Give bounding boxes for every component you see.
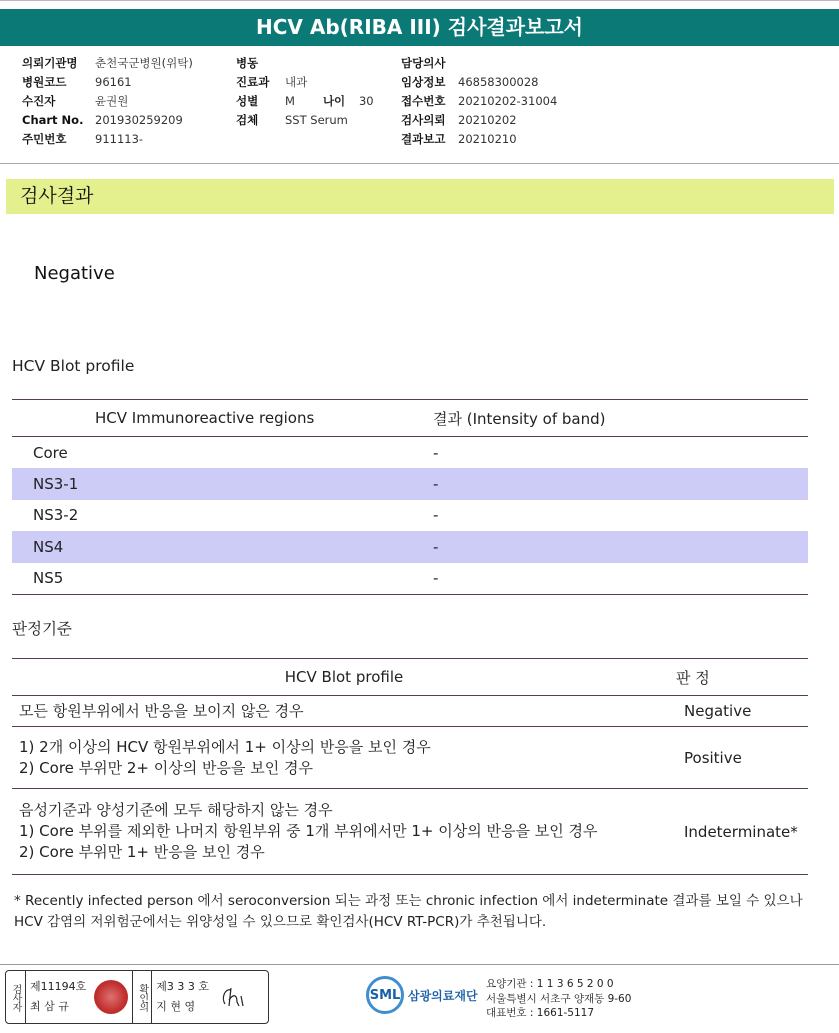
table-row bbox=[12, 437, 808, 469]
criteria-line: 1) Core 부위를 제외한 나머지 항원부위 중 1개 부위에서만 1+ 이상의 반응을 보인 경우 bbox=[19, 822, 598, 840]
info-row bbox=[22, 111, 193, 130]
info-label: 검체 bbox=[236, 113, 259, 127]
inspector-name: 최 삼 규 bbox=[30, 1000, 69, 1013]
info-value: 20210202-31004 bbox=[458, 94, 558, 108]
info-row bbox=[236, 111, 374, 130]
table-row bbox=[12, 727, 808, 789]
info-label: 병동 bbox=[236, 56, 259, 70]
inspector-license: 제11194호 bbox=[30, 980, 87, 993]
info-label: 성별 bbox=[236, 94, 259, 108]
column-header: 판 정 bbox=[676, 668, 710, 687]
info-value: 911113- bbox=[95, 132, 144, 146]
info-row bbox=[401, 73, 557, 92]
info-column-2 bbox=[236, 54, 374, 130]
info-value: 20210210 bbox=[458, 132, 517, 146]
sml-logo-icon: SML bbox=[366, 976, 404, 1014]
info-value: 20210202 bbox=[458, 113, 517, 127]
result-cell: - bbox=[433, 443, 439, 462]
info-label: 진료과 bbox=[236, 75, 270, 89]
address-line: 요양기관 : 1 1 3 6 5 2 0 0 bbox=[486, 978, 614, 990]
age-label: 나이 bbox=[322, 94, 346, 108]
info-label: 수진자 bbox=[22, 94, 56, 108]
table-row bbox=[12, 500, 808, 532]
info-label: 검사의뢰 bbox=[401, 113, 446, 127]
info-row bbox=[22, 54, 193, 73]
criteria-line: 2) Core 부위만 1+ 반응을 보인 경우 bbox=[19, 843, 265, 861]
region-cell: NS3-2 bbox=[33, 506, 79, 525]
info-label: 병원코드 bbox=[22, 75, 67, 89]
organization-name: 삼광의료재단 bbox=[408, 988, 478, 1003]
address-line: 서울특별시 서초구 양재동 9-60 bbox=[486, 992, 632, 1005]
top-border bbox=[0, 0, 839, 8]
column-header: 결과 (Intensity of band) bbox=[433, 409, 606, 428]
info-row bbox=[22, 73, 193, 92]
section-title: 검사결과 bbox=[6, 179, 834, 214]
footnote: * Recently infected person 에서 seroconversion 되는 과정 또는 chronic infection 에서 indeterminate 결과를 보일 수 있으나 HCV 감염의 저위험군에서는 위양성일 수 있으므로 확인검사(HCV RT-PCR)가 추천됩니다. bbox=[14, 893, 803, 930]
result-value: Negative bbox=[34, 263, 115, 284]
table-header-row bbox=[12, 400, 808, 437]
table-header-row bbox=[12, 659, 808, 696]
info-label: 의뢰기관명 bbox=[22, 56, 78, 70]
info-label: 주민번호 bbox=[22, 132, 67, 146]
criteria-cell bbox=[12, 696, 676, 727]
info-row bbox=[401, 54, 557, 73]
criteria-line: 2) Core 부위만 2+ 이상의 반응을 보인 경우 bbox=[19, 758, 313, 777]
confirmer-license: 제3 3 3 호 bbox=[156, 980, 209, 993]
info-value: SST Serum bbox=[285, 113, 348, 127]
confirmer-name: 지 현 영 bbox=[156, 1000, 196, 1013]
blot-profile-table bbox=[12, 399, 808, 595]
judgement-cell: Negative bbox=[684, 702, 752, 720]
info-column-1 bbox=[22, 54, 193, 149]
info-row bbox=[22, 92, 193, 111]
judgement-cell: Indeterminate* bbox=[684, 822, 798, 841]
criteria-cell bbox=[12, 727, 676, 789]
info-row bbox=[236, 73, 374, 92]
criteria-table bbox=[12, 658, 808, 875]
table-row bbox=[12, 563, 808, 595]
table-row bbox=[12, 696, 808, 727]
result-cell: - bbox=[433, 506, 439, 525]
region-cell: NS5 bbox=[33, 569, 64, 587]
signature-icon bbox=[213, 971, 255, 1023]
report-title: HCV Ab(RIBA III) 검사결과보고서 bbox=[0, 9, 839, 46]
region-cell: Core bbox=[33, 443, 68, 462]
inspector-info bbox=[26, 971, 90, 1023]
result-cell: - bbox=[433, 474, 439, 493]
info-row bbox=[22, 130, 193, 149]
info-row bbox=[236, 54, 374, 73]
info-label: Chart No. bbox=[22, 113, 84, 127]
info-column-3 bbox=[401, 54, 557, 149]
region-cell: NS4 bbox=[33, 537, 64, 556]
info-value: 춘천국군병원(위탁) bbox=[95, 56, 193, 70]
info-value: 96161 bbox=[95, 75, 132, 89]
info-label: 결과보고 bbox=[401, 132, 446, 146]
organization-logo bbox=[366, 976, 478, 1014]
signature-box bbox=[5, 970, 269, 1024]
criteria-line: 모든 항원부위에서 반응을 보이지 않은 경우 bbox=[19, 701, 304, 720]
table-row bbox=[12, 468, 808, 500]
inspector-label: 검사자 bbox=[6, 971, 26, 1023]
header-divider bbox=[0, 163, 839, 164]
criteria-line: 1) 2개 이상의 HCV 항원부위에서 1+ 이상의 반응을 보인 경우 bbox=[19, 737, 431, 756]
confirmer-label: 확인의 bbox=[132, 971, 152, 1023]
blot-profile-title: HCV Blot profile bbox=[12, 357, 135, 375]
criteria-line: 음성기준과 양성기준에 모두 해당하지 않는 경우 bbox=[19, 801, 333, 819]
criteria-title: 판정기준 bbox=[12, 620, 72, 638]
info-row bbox=[401, 130, 557, 149]
info-label: 임상정보 bbox=[401, 75, 446, 89]
confirmer-info bbox=[152, 971, 213, 1023]
age-value: 30 bbox=[358, 94, 374, 108]
criteria-cell bbox=[12, 789, 676, 875]
table-row bbox=[12, 531, 808, 563]
info-value: M bbox=[285, 94, 295, 108]
info-value: 내과 bbox=[285, 75, 308, 89]
table-row bbox=[12, 789, 808, 875]
column-header: HCV Blot profile bbox=[284, 668, 404, 686]
info-label: 접수번호 bbox=[401, 94, 446, 108]
organization-address bbox=[486, 977, 631, 1021]
result-cell: - bbox=[433, 537, 439, 556]
info-value: 윤권원 bbox=[95, 94, 129, 108]
info-row bbox=[401, 111, 557, 130]
info-value: 201930259209 bbox=[95, 113, 183, 127]
info-value: 46858300028 bbox=[458, 75, 539, 89]
region-cell: NS3-1 bbox=[33, 474, 79, 493]
info-row bbox=[401, 92, 557, 111]
address-line: 대표번호 : 1661-5117 bbox=[486, 1007, 595, 1019]
info-label: 담당의사 bbox=[401, 56, 446, 70]
footer-divider bbox=[0, 964, 839, 965]
judgement-cell: Positive bbox=[684, 748, 742, 767]
column-header: HCV Immunoreactive regions bbox=[95, 409, 315, 427]
info-row bbox=[236, 92, 374, 111]
result-cell: - bbox=[433, 569, 439, 587]
seal-stamp-icon bbox=[94, 980, 128, 1014]
